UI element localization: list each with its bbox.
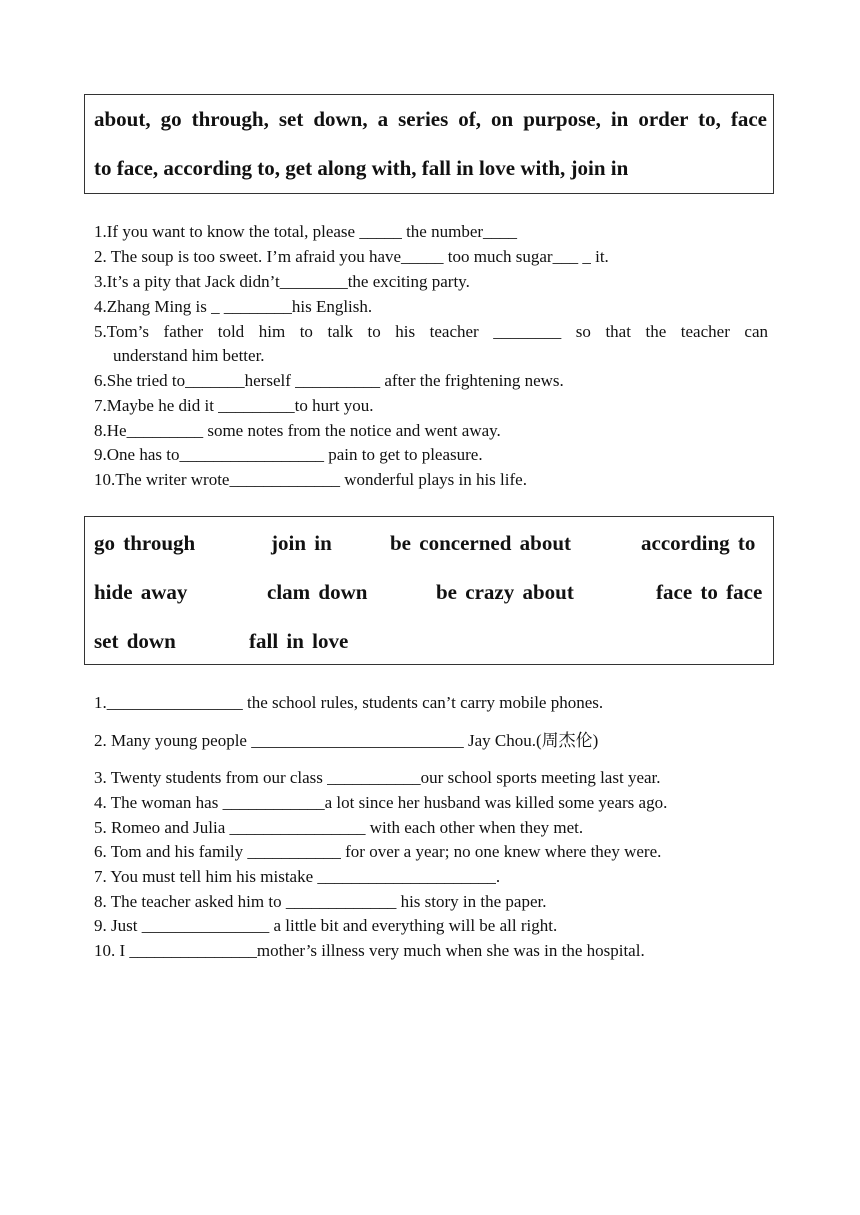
exercise-2-item-3: 3. Twenty students from our class ___________our school sports meeting last year. <box>94 768 661 787</box>
phrase-go-through: go through <box>94 531 196 555</box>
word-bank-box-1 <box>84 94 774 194</box>
phrase-set-down: set down <box>94 629 176 653</box>
phrase-clam-down: clam down <box>267 580 368 604</box>
exercise-1-item-10: 10.The writer wrote_____________ wonderful plays in his life. <box>94 470 527 489</box>
exercise-1-item-2: 2. The soup is too sweet. I’m afraid you have_____ too much sugar___ _ it. <box>94 247 609 266</box>
phrase-hide-away: hide away <box>94 580 188 604</box>
phrase-be-crazy-about: be crazy about <box>436 580 574 604</box>
exercise-1-item-5: 5.Tom’s father told him to talk to his teacher ________ so that the teacher can <box>94 322 768 341</box>
exercise-2-item-4: 4. The woman has ____________a lot since her husband was killed some years ago. <box>94 793 668 812</box>
word-bank-box-2 <box>84 516 774 665</box>
phrase-according-to: according to <box>641 531 756 555</box>
exercise-1-item-6: 6.She tried to_______herself __________ after the frightening news. <box>94 371 564 390</box>
exercise-1-item-5-continued: understand him better. <box>113 346 265 365</box>
word-bank-1-line-2: to face, according to, get along with, fall in love with, join in <box>94 156 629 180</box>
exercise-1-item-7: 7.Maybe he did it _________to hurt you. <box>94 396 374 415</box>
exercise-1-item-4: 4.Zhang Ming is _ ________his English. <box>94 297 373 316</box>
exercise-1-item-1: 1.If you want to know the total, please _____ the number____ <box>94 222 518 241</box>
exercise-1-item-9: 9.One has to_________________ pain to get to pleasure. <box>94 445 483 464</box>
exercise-1-item-8: 8.He_________ some notes from the notice and went away. <box>94 421 501 440</box>
exercise-2-item-7: 7. You must tell him his mistake _____________________. <box>94 867 501 886</box>
exercise-2-item-10: 10. I _______________mother’s illness very much when she was in the hospital. <box>94 941 645 960</box>
exercise-2-item-9: 9. Just _______________ a little bit and everything will be all right. <box>94 916 558 935</box>
exercise-2-item-5: 5. Romeo and Julia ________________ with each other when they met. <box>94 818 584 837</box>
exercise-2-item-1: 1.________________ the school rules, students can’t carry mobile phones. <box>94 693 604 712</box>
exercise-2-item-8: 8. The teacher asked him to _____________ his story in the paper. <box>94 892 547 911</box>
exercise-2-item-2: 2. Many young people _________________________ Jay Chou.(周杰伦) <box>94 731 599 750</box>
exercise-2-item-6: 6. Tom and his family ___________ for over a year; no one knew where they were. <box>94 842 662 861</box>
phrase-fall-in-love: fall in love <box>249 629 349 653</box>
phrase-join-in: join in <box>271 531 332 555</box>
exercise-1-item-3: 3.It’s a pity that Jack didn’t________the exciting party. <box>94 272 470 291</box>
phrase-be-concerned-about: be concerned about <box>390 531 571 555</box>
word-bank-1-line-1: about, go through, set down, a series of, on purpose, in order to, face <box>94 107 767 131</box>
phrase-face-to-face: face to face <box>656 580 763 604</box>
